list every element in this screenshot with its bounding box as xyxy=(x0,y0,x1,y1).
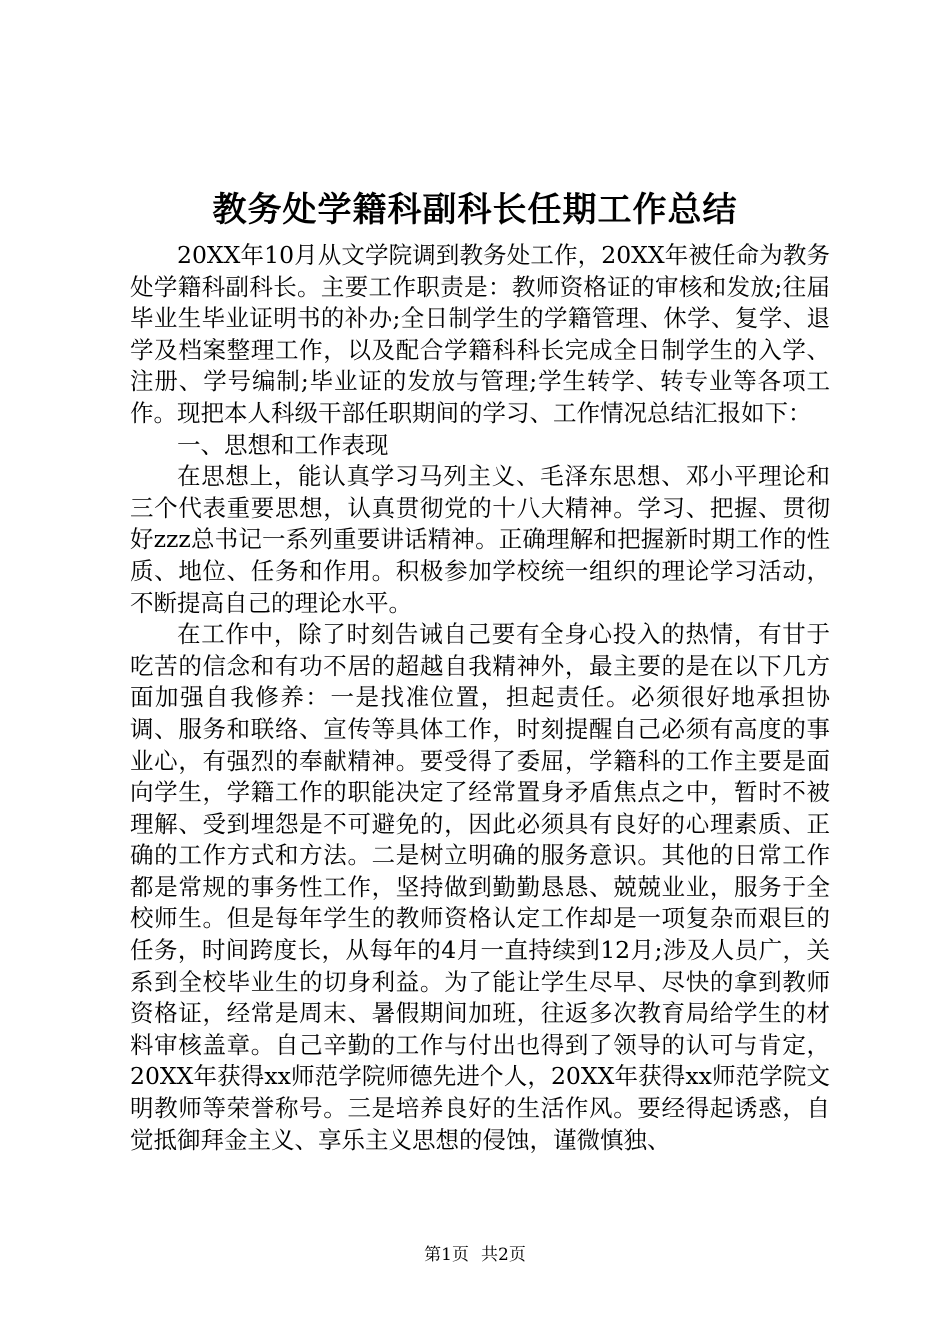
total-pages: 共2页 xyxy=(481,1245,526,1265)
page-number: 第1页 xyxy=(424,1245,469,1265)
paragraph-work: 在工作中，除了时刻告诫自己要有全身心投入的热情，有甘于吃苦的信念和有功不居的超越自我精神外，最主要的是在以下几方面加强自我修养：一是找准位置，担起责任。必须很好地承担协调、服务和联络、宣传等具体工作，时刻提醒自己必须有高度的事业心，有强烈的奉献精神。要受得了委屈，学籍科的工作主要是面向学生，学籍工作的职能决定了经常置身矛盾焦点之中，暂时不被理解、受到埋怨是不可避免的，因此必须具有良好的心理素质、正确的工作方式和方法。二是树立明确的服务意识。其他的日常工作都是常规的事务性工作，坚持做到勤勤恳恳、兢兢业业，服务于全校师生。但是每年学生的教师资格认定工作却是一项复杂而艰巨的任务，时间跨度长，从每年的4月一直持续到12月;涉及人员广，关系到全校毕业生的切身利益。为了能让学生尽早、尽快的拿到教师资格证，经常是周末、暑假期间加班，往返多次教育局给学生的材料审核盖章。自己辛勤的工作与付出也得到了领导的认可与肯定，20XX年获得xx师范学院师德先进个人，20XX年获得xx师范学院文明教师等荣誉称号。三是培养良好的生活作风。要经得起诱惑，自觉抵御拜金主义、享乐主义思想的侵蚀，谨微慎独、 xyxy=(130,620,830,1154)
paragraph-intro: 20XX年10月从文学院调到教务处工作，20XX年被任命为教务处学籍科副科长。主要工作职责是：教师资格证的审核和发放;往届毕业生毕业证明书的补办;全日制学生的学籍管理、休学、复学、退学及档案整理工作，以及配合学籍科科长完成全日制学生的入学、注册、学号编制;毕业证的发放与管理;学生转学、转专业等各项工作。现把本人科级干部任职期间的学习、工作情况总结汇报如下： xyxy=(130,241,830,427)
document-body xyxy=(130,240,830,1156)
section-heading: 一、思想和工作表现 xyxy=(177,430,389,459)
page-footer xyxy=(0,1243,950,1267)
paragraph-ideology: 在思想上，能认真学习马列主义、毛泽东思想、邓小平理论和三个代表重要思想，认真贯彻党的十八大精神。学习、把握、贯彻好zzz总书记一系列重要讲话精神。正确理解和把握新时期工作的性质、地位、任务和作用。积极参加学校统一组织的理论学习活动，不断提高自己的理论水平。 xyxy=(130,462,830,617)
document-title: 教务处学籍科副科长任期工作总结 xyxy=(212,190,738,230)
